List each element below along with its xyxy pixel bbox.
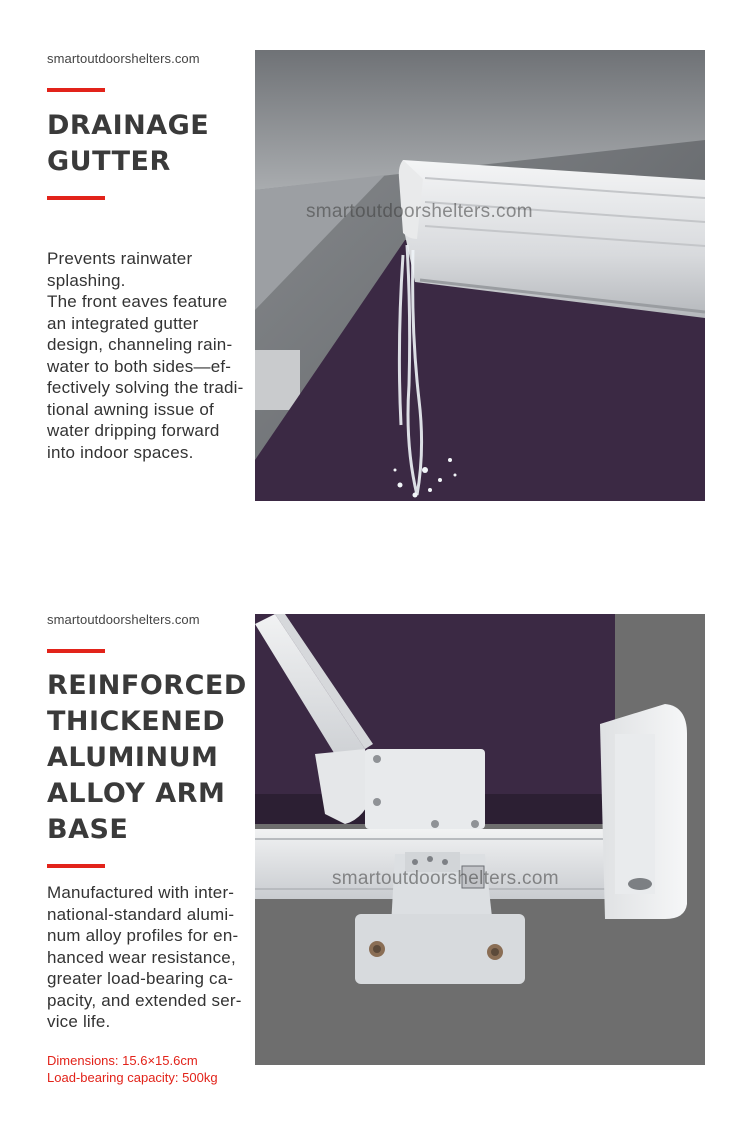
heading-line: GUTTER — [47, 146, 171, 177]
drainage-gutter-section — [0, 0, 750, 540]
body-line: national-standard alumi- — [47, 904, 235, 924]
section-description — [47, 882, 257, 1033]
gutter-illustration — [255, 50, 705, 501]
section-heading — [47, 108, 209, 180]
heading-line: ALUMINUM — [47, 742, 219, 773]
arm-base-illustration — [255, 614, 705, 1065]
heading-line: REINFORCED — [47, 670, 247, 701]
heading-line: BASE — [47, 814, 129, 845]
red-rule-bottom — [47, 196, 105, 200]
red-rule-top — [47, 649, 105, 653]
spec-load-capacity: Load-bearing capacity: 500kg — [47, 1070, 218, 1085]
body-line: design, channeling rain- — [47, 335, 233, 354]
body-line: into indoor spaces. — [47, 442, 194, 462]
body-line: water to both sides—ef- — [47, 356, 232, 376]
heading-line: DRAINAGE — [47, 110, 210, 141]
gutter-photo — [255, 50, 705, 501]
site-label: smartoutdoorshelters.com — [47, 51, 200, 66]
body-line: hanced wear resistance, — [47, 947, 236, 967]
body-line: an integrated gutter — [47, 313, 199, 333]
body-line: Manufactured with inter- — [47, 883, 235, 902]
heading-line: THICKENED — [47, 706, 226, 737]
body-line: fectively solving the tradi- — [47, 378, 244, 397]
body-line: Prevents rainwater — [47, 249, 193, 268]
body-line: vice life. — [47, 1012, 111, 1031]
watermark: smartoutdoorshelters.com — [306, 201, 533, 222]
red-rule-top — [47, 88, 105, 92]
heading-line: ALLOY ARM — [47, 778, 226, 809]
red-rule-bottom — [47, 864, 105, 868]
watermark: smartoutdoorshelters.com — [332, 868, 559, 889]
body-line: splashing. — [47, 270, 126, 290]
site-label: smartoutdoorshelters.com — [47, 612, 200, 627]
spec-dimensions: Dimensions: 15.6×15.6cm — [47, 1053, 198, 1068]
body-line: num alloy profiles for en- — [47, 926, 239, 945]
section-heading — [47, 668, 247, 848]
body-line: The front eaves feature — [47, 292, 228, 311]
arm-base-section — [0, 560, 750, 1121]
body-line: pacity, and extended ser- — [47, 990, 242, 1010]
body-line: tional awning issue of — [47, 399, 214, 419]
arm-base-photo — [255, 614, 705, 1065]
section-description — [47, 248, 257, 463]
body-line: greater load-bearing ca- — [47, 969, 234, 988]
body-line: water dripping forward — [47, 421, 220, 440]
